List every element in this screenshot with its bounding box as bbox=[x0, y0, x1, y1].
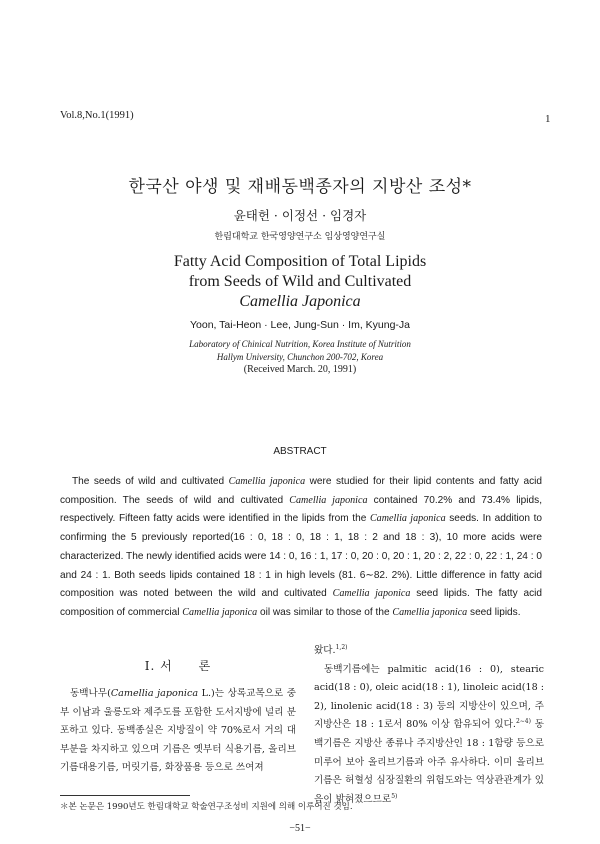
english-title-line2: from Seeds of Wild and Cultivated bbox=[188, 273, 412, 290]
abstract-paragraph: The seeds of wild and cultivated Camellia japonica were studied for their lipid contents and fatty acid composition. The seeds of wild and cultivated Camellia japonica contained 70.2% and 73.4% lipids, respectively. Fifteen fatty acids were identified in the lipids from the Camellia japonica seeds. In addition to confirming the 5 previously reported(16 : 0, 18 : 0, 18 : 1, 18 : 2 and 18 : 3), 10 more acids were characterized. The newly identified acids were 14 : 0, 16 : 1, 17 : 0, 20 : 0, 20 : 1, 20 : 2, 22 : 0, 22 : 1, 24 : 0 and 24 : 1. Both seeds lipids contained 18 : 1 in high levels (81. 6∼82. 2%). Little difference in fatty acid composition was noted between the wild and cultivated Camellia japonica seed lipids. The fatty acid composition of commercial Camellia japonica oil was similar to those of the Camellia japonica seed lipids. bbox=[60, 476, 543, 618]
footnote-rule bbox=[60, 795, 190, 796]
introduction-left-column bbox=[60, 685, 296, 778]
english-title-line1: Fatty Acid Composition of Total Lipids bbox=[173, 253, 427, 270]
korean-title: 한국산 야생 및 재배동백종자의 지방산 조성* bbox=[128, 177, 472, 197]
intro-paragraph-right: 동백기름에는 palmitic acid(16 : 0), stearic acid(18 : 0), oleic acid(18 : 1), linoleic acid(18 : 2), linolenic acid(18 : 3) 등의 지방산이 있으며, 주지방산은 18 : 1로서 80% 이상 함유되어 있다.$^{2\sim 4)}$ 동백기름은 지방산 종류나 주지방산인 18 : 1함량 등으로 미루어 보아 올리브기름과 아주 유사하다. 이미 올리브기름은 허혈성 심장질환의 위험도와는 역상관관계가 있음이 밝혀졌으므로$^{5)}$ bbox=[314, 663, 544, 805]
english-affiliation-line2: Hallym University, Chunchon 200-702, Korea bbox=[216, 352, 384, 362]
abstract-body bbox=[60, 473, 542, 623]
introduction-heading: I. 서 론 bbox=[144, 659, 212, 673]
english-title bbox=[0, 252, 600, 312]
abstract-heading: ABSTRACT bbox=[273, 446, 327, 457]
introduction-right-column bbox=[314, 642, 544, 809]
received-date: (Received March. 20, 1991) bbox=[243, 364, 357, 375]
english-authors: Yoon, Tai-Heon · Lee, Jung-Sun · Im, Kyung-Ja bbox=[189, 319, 411, 331]
english-affiliation-line1: Laboratory of Chinical Nutrition, Korea Institute of Nutrition bbox=[189, 339, 411, 349]
intro-paragraph-left: 동백나무(Camellia japonica L.)는 상록교목으로 중부 이남과 울릉도와 제주도를 포함한 도서지방에 널리 분포하고 있다. 동백종실은 지방질이 약 70%로서 거의 대부분을 차지하고 있으며 기름은 옛부터 식용기름, 올리브기름대용기름, 머릿기름, 화장품용 등으로 쓰여져 bbox=[60, 688, 296, 774]
korean-authors: 윤태헌 · 이정선 · 임경자 bbox=[233, 208, 367, 223]
page-number-bottom: −51− bbox=[289, 823, 311, 834]
page-number-top: 1 bbox=[545, 113, 551, 125]
korean-affiliation: 한림대학교 한국영양연구소 임상영양연구실 bbox=[214, 232, 386, 242]
intro-paragraph-right-continued: 왔다.$^{1,2)}$ bbox=[314, 643, 348, 656]
journal-volume: Vol.8,No.1(1991) bbox=[60, 110, 134, 121]
english-title-line3: Camellia Japonica bbox=[239, 293, 361, 310]
english-affiliation bbox=[0, 338, 600, 364]
footnote: ＊본 논문은 1990년도 한림대학교 학술연구조성비 지원에 의해 이루어진 것임. bbox=[60, 802, 353, 812]
